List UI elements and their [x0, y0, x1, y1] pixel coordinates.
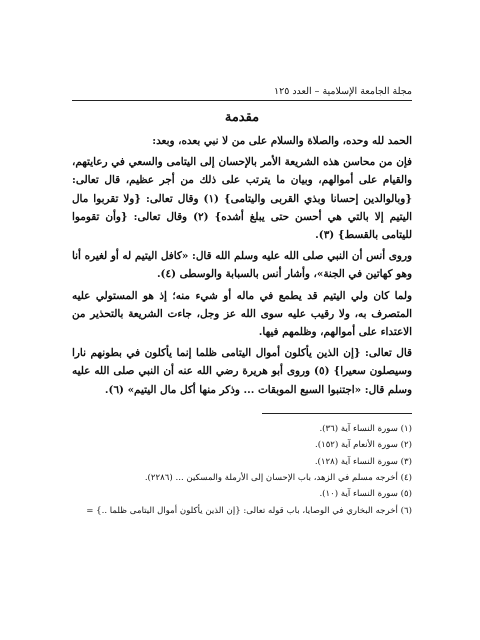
- footnotes-list: [72, 421, 412, 519]
- body-text: [72, 132, 412, 399]
- paragraph-guardian-warning: ولما كان ولي اليتيم قد يطمع في ماله أو شيء منه؛ إذ هو المستولي عليه المتصرف به، ولا رقيب عليه سوى الله عز وجل، جاءت الشريعة بالتحذير من الاعتداء على أموالهم، وظلمهم فيها.: [72, 289, 412, 339]
- document-page: [72, 86, 412, 519]
- footnote-6: (٦) أخرجه البخاري في الوصايا، باب قوله تعالى: {إن الذين يأكلون أموال اليتامى ظلما ..} =: [86, 505, 412, 516]
- section-title: مقدمة: [224, 110, 260, 125]
- paragraph-hadith-anas: وروى أنس أن النبي صلى الله عليه وسلم الله قال: «كافل اليتيم له أو لغيره أنا وهو كهاتين في الجنة»، وأشار أنس بالسبابة والوسطى (٤).: [72, 250, 412, 281]
- running-header: مجلة الجامعة الإسلامية – العدد ١٢٥: [72, 86, 412, 101]
- footnote-3: (٣) سورة النساء آية (١٢٨).: [314, 456, 412, 467]
- paragraph-opening: الحمد لله وحده، والصلاة والسلام على من لا نبي بعده، وبعد:: [152, 135, 412, 147]
- paragraph-orphans-care: فإن من محاسن هذه الشريعة الأمر بالإحسان إلى اليتامى والسعي في رعايتهم، والقيام على أموالهم، وبيان ما يترتب على ذلك من أجر عظيم، قال تعالى: {وبالوالدين إحسانا وبذي القربى واليتامى} (١) وقال تعالى: {ولا تقربوا مال اليتيم إلا بالتي هي أحسن حتى يبلغ أشده} (٢) وقال تعالى: {وأن تقوموا لليتامى بالقسط} (٣).: [72, 156, 412, 242]
- paragraph-verse-and-hadith: قال تعالى: {إن الذين يأكلون أموال اليتامى ظلما إنما يأكلون في بطونهم نارا وسيصلون سعيرا} (٥) وروى أبو هريرة رضي الله عنه أن النبي صلى الله عليه وسلم قال: «اجتنبوا السبع الموبقات ... وذكر منها أكل مال اليتيم» (٦).: [72, 347, 412, 396]
- footnote-1: (١) سورة النساء آية (٣٦).: [319, 423, 412, 434]
- footnote-5: (٥) سورة النساء آية (١٠).: [319, 489, 412, 500]
- footnote-4: (٤) أخرجه مسلم في الزهد، باب الإحسان إلى الأرملة والمسكين ... (٢٢٨٦).: [144, 473, 412, 484]
- footnote-separator: [262, 413, 412, 414]
- footnote-2: (٢) سورة الأنعام آية (١٥٢).: [314, 440, 412, 451]
